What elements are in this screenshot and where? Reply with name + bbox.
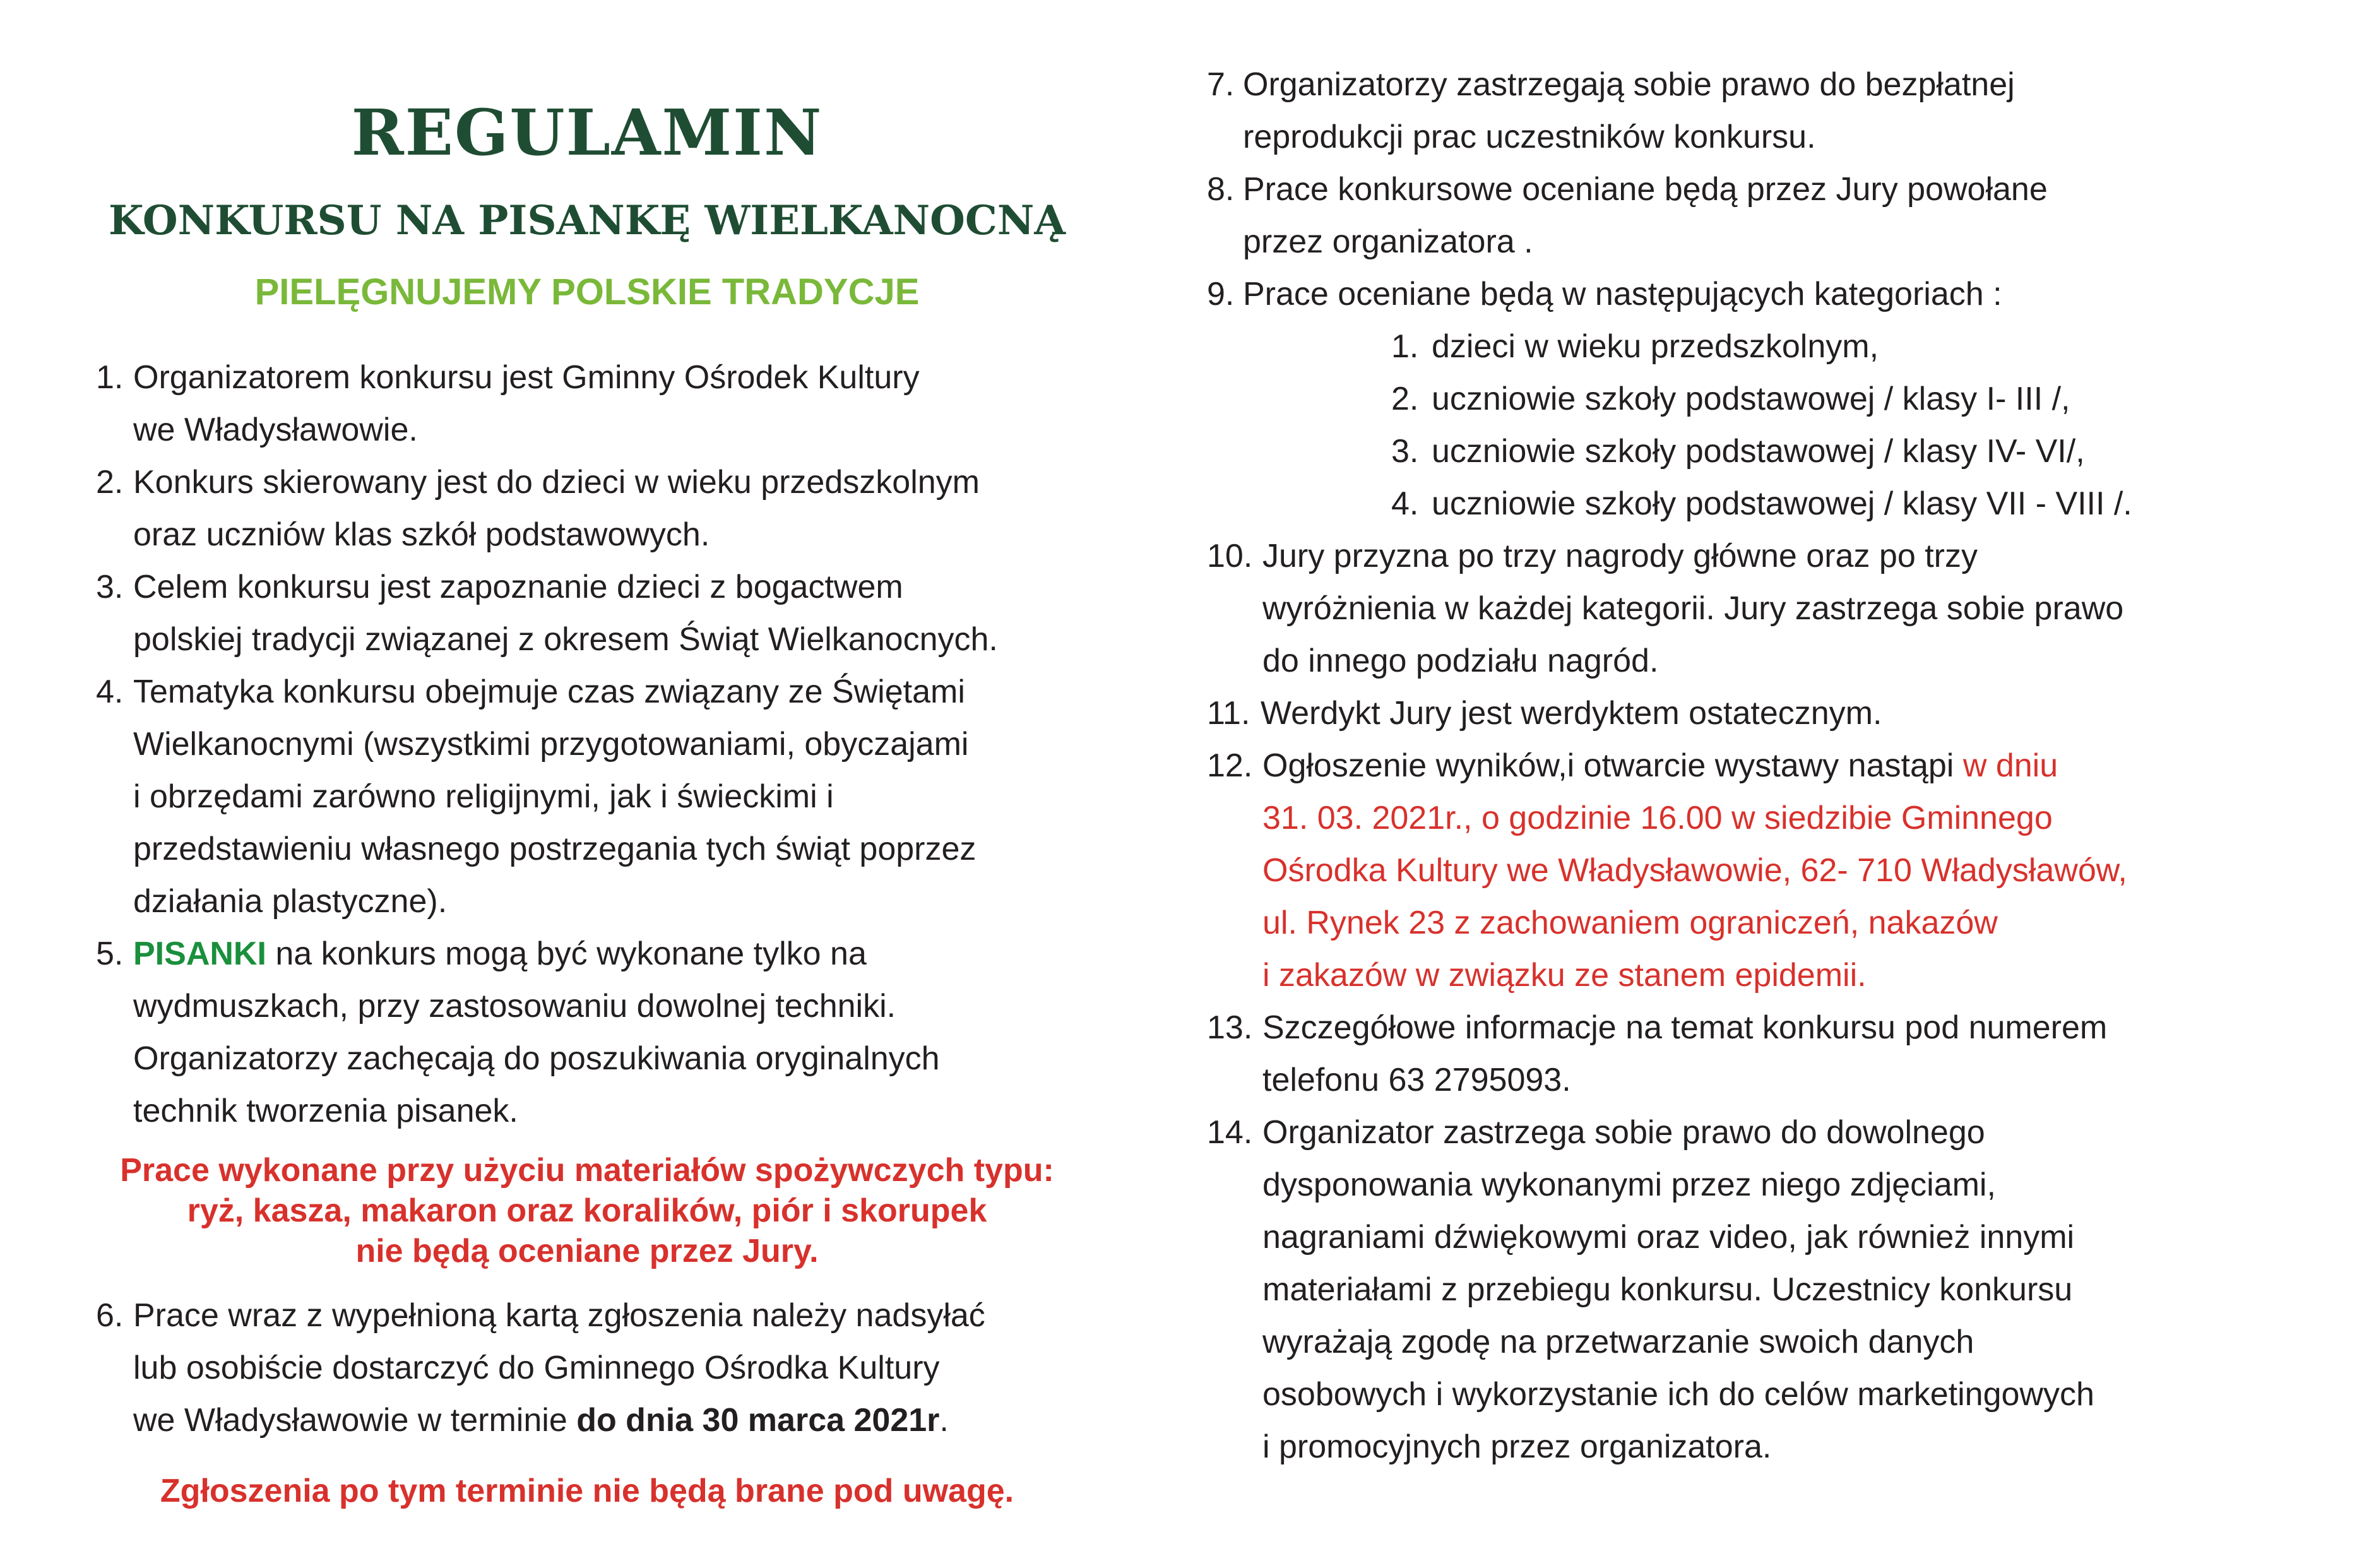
rule-text: wyrażają zgodę na przetwarzanie swoich danych [1262, 1324, 1974, 1360]
rule-text: Organizator zastrzega sobie prawo do dowolnego [1262, 1114, 1985, 1151]
rule-number: 14. [1207, 1114, 1253, 1151]
rule-number: 6. [96, 1297, 124, 1334]
event-info-red: Ośrodka Kultury we Władysławowie, 62- 710 Władysławów, [1262, 852, 2127, 889]
rule-text: Celem konkursu jest zapoznanie dzieci z bogactwem [133, 569, 903, 605]
document-motto: PIELĘGNUJEMY POLSKIE TRADYCJE [254, 271, 920, 312]
rule-text: Tematyka konkursu obejmuje czas związany ze Świętami [133, 674, 965, 710]
pisanki-highlight: PISANKI [133, 935, 266, 972]
rule-text: technik tworzenia pisanek. [133, 1093, 518, 1129]
rule-number: 10. [1207, 538, 1253, 574]
rule-text: Prace oceniane będą w następujących kategoriach : [1243, 276, 2002, 312]
rule-text: działania plastyczne). [133, 883, 448, 920]
category-item: uczniowie szkoły podstawowej / klasy IV- VI/, [1432, 433, 2085, 470]
rule-text: i obrzędami zarówno religijnymi, jak i świeckimi i [133, 778, 834, 815]
rule-text: wydmuszkach, przy zastosowaniu dowolnej techniki. [133, 988, 896, 1025]
rule-text: Organizatorem konkursu jest Gminny Ośrodek Kultury [133, 359, 920, 396]
rule-text: Jury przyzna po trzy nagrody główne oraz po trzy [1262, 538, 1978, 574]
event-info-red: i zakazów w związku ze stanem epidemii. [1262, 957, 1867, 994]
deadline-date: do dnia 30 marca 2021r [576, 1402, 940, 1439]
rule-text-part: we Władysławowie w terminie [133, 1402, 577, 1439]
category-item: uczniowie szkoły podstawowej / klasy I- III /, [1432, 381, 2070, 417]
materials-warning-line: Prace wykonane przy użyciu materiałów spożywczych typu: [120, 1152, 1054, 1189]
rule-text: Konkurs skierowany jest do dzieci w wieku przedszkolnym [133, 464, 980, 501]
rule-text: wyróżnienia w każdej kategorii. Jury zastrzega sobie prawo [1262, 590, 2124, 627]
rule-text: nagraniami dźwiękowymi oraz video, jak również innymi [1262, 1219, 2075, 1256]
rule-text: osobowych i wykorzystanie ich do celów marketingowych [1262, 1376, 2094, 1413]
materials-warning-line: ryż, kasza, makaron oraz koralików, piór i skorupek [187, 1192, 987, 1229]
rule-number: 4. [96, 674, 124, 710]
rule-text: przedstawieniu własnego postrzegania tych świąt poprzez [133, 831, 977, 867]
rule-text: Szczegółowe informacje na temat konkursu pod numerem [1262, 1009, 2108, 1046]
rule-text: reprodukcji prac uczestników konkursu. [1243, 119, 1816, 155]
rule-number: 8. [1207, 171, 1235, 208]
rule-text [133, 1401, 949, 1440]
rule-number: 11. [1207, 695, 1250, 732]
rule-text: Organizatorzy zachęcają do poszukiwania oryginalnych [133, 1040, 940, 1077]
rule-text-rest: na konkurs mogą być wykonane tylko na [266, 935, 867, 972]
rule-number: 3. [96, 569, 124, 605]
rule-text: Prace wraz z wypełnioną kartą zgłoszenia należy nadsyłać [133, 1297, 985, 1334]
rule-text-part: . [939, 1402, 949, 1439]
rule-number: 2. [96, 464, 124, 501]
rule-number: 1. [96, 359, 124, 396]
deadline-warning: Zgłoszenia po tym terminie nie będą brane pod uwagę. [160, 1473, 1014, 1509]
rule-text: lub osobiście dostarczyć do Gminnego Ośrodka Kultury [133, 1350, 940, 1386]
category-number: 4. [1391, 485, 1419, 522]
rule-text: Prace konkursowe oceniane będą przez Jury powołane [1243, 171, 2048, 208]
rule-number: 12. [1207, 747, 1253, 784]
rule-text: we Władysławowie. [133, 412, 418, 448]
document-subtitle: KONKURSU NA PISANKĘ WIELKANOCNĄ [109, 197, 1066, 244]
rule-text: oraz uczniów klas szkół podstawowych. [133, 516, 710, 553]
rule-text: Wielkanocnymi (wszystkimi przygotowaniami, obyczajami [133, 726, 969, 763]
rule-text [1262, 746, 2058, 785]
rule-text: do innego podziału nagród. [1262, 643, 1659, 679]
materials-warning-line: nie będą oceniane przez Jury. [355, 1233, 819, 1269]
rule-number: 5. [96, 935, 124, 972]
rule-text: dysponowania wykonanymi przez niego zdjęciami, [1262, 1167, 1996, 1203]
rule-text-part: Ogłoszenie wyników,i otwarcie wystawy nastąpi [1262, 747, 1963, 784]
rule-number: 7. [1207, 66, 1235, 103]
rule-text: i promocyjnych przez organizatora. [1262, 1428, 1772, 1465]
category-number: 2. [1391, 381, 1419, 417]
rule-text [133, 934, 867, 973]
rule-number: 13. [1207, 1009, 1253, 1046]
event-info-red: w dniu [1962, 747, 2058, 784]
category-item: dzieci w wieku przedszkolnym, [1432, 328, 1879, 365]
rule-text: materiałami z przebiegu konkursu. Uczestnicy konkursu [1262, 1271, 2073, 1308]
rule-text: Organizatorzy zastrzegają sobie prawo do bezpłatnej [1243, 66, 2015, 103]
rule-text: polskiej tradycji związanej z okresem Świąt Wielkanocnych. [133, 621, 998, 658]
event-info-red: 31. 03. 2021r., o godzinie 16.00 w siedzibie Gminnego [1262, 800, 2053, 836]
category-number: 3. [1391, 433, 1419, 470]
rule-text: Werdykt Jury jest werdyktem ostatecznym. [1261, 695, 1882, 732]
event-info-red: ul. Rynek 23 z zachowaniem ograniczeń, nakazów [1262, 905, 1998, 941]
phone-info: telefonu 63 2795093. [1262, 1062, 1571, 1098]
rule-text: przez organizatora . [1243, 223, 1533, 260]
rule-number: 9. [1207, 276, 1235, 312]
category-number: 1. [1391, 328, 1419, 365]
category-item: uczniowie szkoły podstawowej / klasy VII - VIII /. [1432, 485, 2132, 522]
document-title: REGULAMIN [351, 95, 823, 170]
